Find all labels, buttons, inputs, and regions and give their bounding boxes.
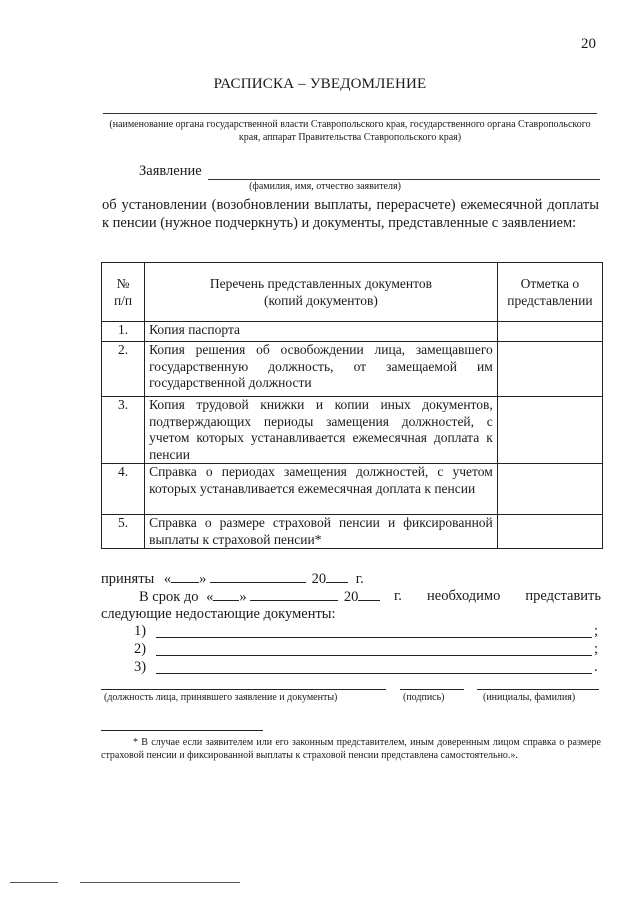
table-row: [102, 322, 603, 342]
missing-doc-end: ;: [594, 641, 599, 657]
name-signature-line[interactable]: [477, 689, 599, 690]
header-number: № п/п: [102, 263, 145, 322]
row-document: Справка о периодах замещения должностей, с учетом которых устанавливается ежемесячная доплата к пенсии: [145, 464, 498, 515]
document-title: РАСПИСКА – УВЕДОМЛЕНИЕ: [213, 76, 427, 92]
table-row: [102, 464, 603, 515]
missing-doc-line[interactable]: [156, 659, 592, 674]
position-signature-line[interactable]: [101, 689, 386, 690]
row-number: 4.: [102, 464, 145, 515]
row-number: 5.: [102, 515, 145, 549]
missing-doc-number: 2): [134, 641, 147, 657]
applicant-name-line: [208, 179, 600, 180]
signature-line[interactable]: [400, 689, 464, 690]
row-mark-cell[interactable]: [497, 515, 602, 549]
intro-paragraph: об установлении (возобновлении выплаты, перерасчете) ежемесячной доплаты к пенсии (нужное подчеркнуть) и документы, представленные с заявлением:: [102, 197, 599, 231]
missing-doc-number: 3): [134, 659, 147, 675]
accepted-year-blank[interactable]: [326, 569, 348, 583]
row-mark-cell[interactable]: [497, 342, 602, 397]
row-mark-cell[interactable]: [497, 397, 602, 464]
table-row: [102, 515, 603, 549]
table-row: [102, 342, 603, 397]
signature-caption: (подпись): [403, 692, 445, 703]
org-name-line: [103, 113, 597, 114]
org-name-caption: (наименование органа государственной власти Ставропольского края, государственного органа Ставропольского края, аппарат Правительства Ставропольского края): [109, 119, 591, 143]
page-edge-mark: [80, 882, 240, 883]
row-number: 2.: [102, 342, 145, 397]
missing-doc-line[interactable]: [156, 623, 592, 638]
page-number: 20: [581, 36, 596, 52]
missing-doc-number: 1): [134, 623, 147, 639]
table-row: [102, 397, 603, 464]
missing-doc-end: .: [594, 659, 598, 675]
row-document: Справка о размере страховой пенсии и фиксированной выплаты к страховой пенсии*: [145, 515, 498, 549]
row-mark-cell[interactable]: [497, 464, 602, 515]
table-header-row: [102, 263, 603, 322]
footnote-separator: [101, 730, 263, 731]
page-edge-mark: [10, 882, 58, 883]
applicant-name-caption: (фамилия, имя, отчество заявителя): [249, 181, 401, 192]
deadline-label: В срок до: [139, 589, 199, 605]
accepted-label: приняты: [101, 571, 155, 587]
accepted-day-blank[interactable]: [171, 569, 199, 583]
accepted-line: приняты « » 20 г.: [101, 571, 364, 587]
position-caption: (должность лица, принявшего заявление и документы): [104, 692, 338, 703]
footnote: * В случае если заявителем или его законным представителем, иным доверенным лицом справка о размере страховой пенсии и фиксированной выплаты к страховой пенсии представлена самостоятельно.».: [101, 737, 601, 761]
accepted-month-blank[interactable]: [210, 569, 306, 583]
zayavlenie-label: Заявление: [139, 163, 202, 179]
header-documents: Перечень представленных документов (копий документов): [145, 263, 498, 322]
row-document: Копия решения об освобождении лица, замещавшего государственную должность, от замещаемой им государственной должности: [145, 342, 498, 397]
header-mark: Отметка о представлении: [497, 263, 602, 322]
row-document: Копия паспорта: [145, 322, 498, 342]
row-mark-cell[interactable]: [497, 322, 602, 342]
deadline-text: г. необходимо представить следующие недостающие документы:: [101, 588, 601, 622]
name-caption: (инициалы, фамилия): [483, 692, 576, 703]
deadline-line: В срок до « » 20: [139, 587, 601, 606]
row-number: 3.: [102, 397, 145, 464]
row-number: 1.: [102, 322, 145, 342]
row-document: Копия трудовой книжки и копии иных документов, подтверждающих периоды замещения должностей, с учетом которых устанавливается ежемесячная доплата к пенсии: [145, 397, 498, 464]
documents-table: [101, 262, 603, 549]
missing-doc-line[interactable]: [156, 641, 592, 656]
missing-doc-end: ;: [594, 623, 599, 639]
